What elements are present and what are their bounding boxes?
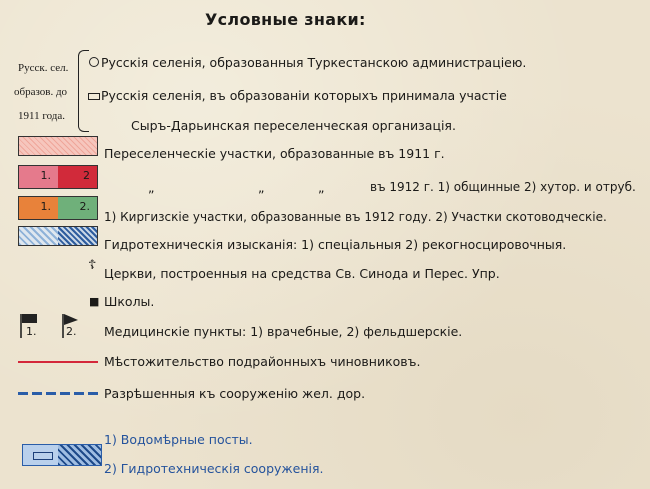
legend-kirghiz-plots: 1) Киргизскіе участки, образованные въ 1912 году. 2) Участки скотоводческіе. <box>104 210 607 224</box>
legend-russian-settlements-admin: Русскія селенія, образованныя Туркестанскою администраціею. <box>101 55 527 70</box>
legend-resettlement-1911: Переселенческіе участки, образованные въ 1911 г. <box>104 146 445 161</box>
legend-railway: Разрѣшенныя къ сооруженію жел. дор. <box>104 386 366 401</box>
legend-medical: Медицинскіе пункты: 1) врачебные, 2) фельдшерскіе. <box>104 324 463 339</box>
blue-hatched-swatch <box>18 226 98 246</box>
legend-syr-darya-org: Сыръ-Дарьинская переселенческая организація. <box>131 118 456 133</box>
circle-settlement-icon <box>89 57 99 67</box>
red-line-symbol <box>18 361 98 363</box>
side-label-line3: 1911 года. <box>18 110 65 122</box>
side-label-line1: Русск. сел. <box>18 62 69 74</box>
side-label-line2: образов. до <box>14 86 68 98</box>
red-split-swatch <box>18 165 98 189</box>
school-square-icon: ■ <box>89 295 100 308</box>
water-gauge-symbol <box>22 444 102 466</box>
swatch-number-1: 1. <box>40 200 51 213</box>
swatch-special-survey <box>19 227 58 245</box>
legend-russian-settlements-participation: Русскія селенія, въ образованіи которыхъ принимала участіе <box>101 88 507 103</box>
swatch-number-2: 2 <box>83 169 90 182</box>
legend-title: Условные знаки: <box>205 10 366 29</box>
legend-resettlement-1912: въ 1912 г. 1) общинные 2) хутор. и отруб. <box>370 180 636 194</box>
rectangle-settlement-icon <box>88 93 100 100</box>
swatch-number-1: 1. <box>40 169 51 182</box>
ditto-mark: „ <box>258 180 265 195</box>
pink-hatched-swatch <box>18 136 98 156</box>
orange-green-swatch <box>18 196 98 220</box>
swatch-number-2: 2. <box>79 200 90 213</box>
gauge-post-part <box>23 445 58 465</box>
ditto-mark: „ <box>318 180 325 195</box>
legend-hydro-structures: 2) Гидротехническія сооруженія. <box>104 461 324 476</box>
flag-label-1: 1. <box>26 325 37 338</box>
swatch-livestock-part <box>58 197 97 219</box>
church-cross-icon: ☦ <box>88 258 97 273</box>
ditto-mark: „ <box>148 180 155 195</box>
brace-symbol <box>78 50 89 132</box>
legend-schools: Школы. <box>104 294 155 309</box>
flag-label-2: 2. <box>66 325 77 338</box>
swatch-communal-part <box>19 166 58 188</box>
legend-officials: Мѣстожительство подрайонныхъ чиновниковъ. <box>104 354 421 369</box>
dashed-railway-symbol <box>18 392 98 395</box>
legend-hydro-surveys: Гидротехническія изысканія: 1) спеціальныя 2) рекогносцировочныя. <box>104 237 567 252</box>
swatch-reconnaissance-survey <box>58 227 97 245</box>
hydro-structure-part <box>58 445 101 465</box>
swatch-kirghiz-part <box>19 197 58 219</box>
legend-churches: Церкви, построенныя на средства Св. Синода и Перес. Упр. <box>104 266 500 281</box>
swatch-farmstead-part <box>58 166 97 188</box>
legend-water-gauges: 1) Водомѣрные посты. <box>104 432 253 447</box>
